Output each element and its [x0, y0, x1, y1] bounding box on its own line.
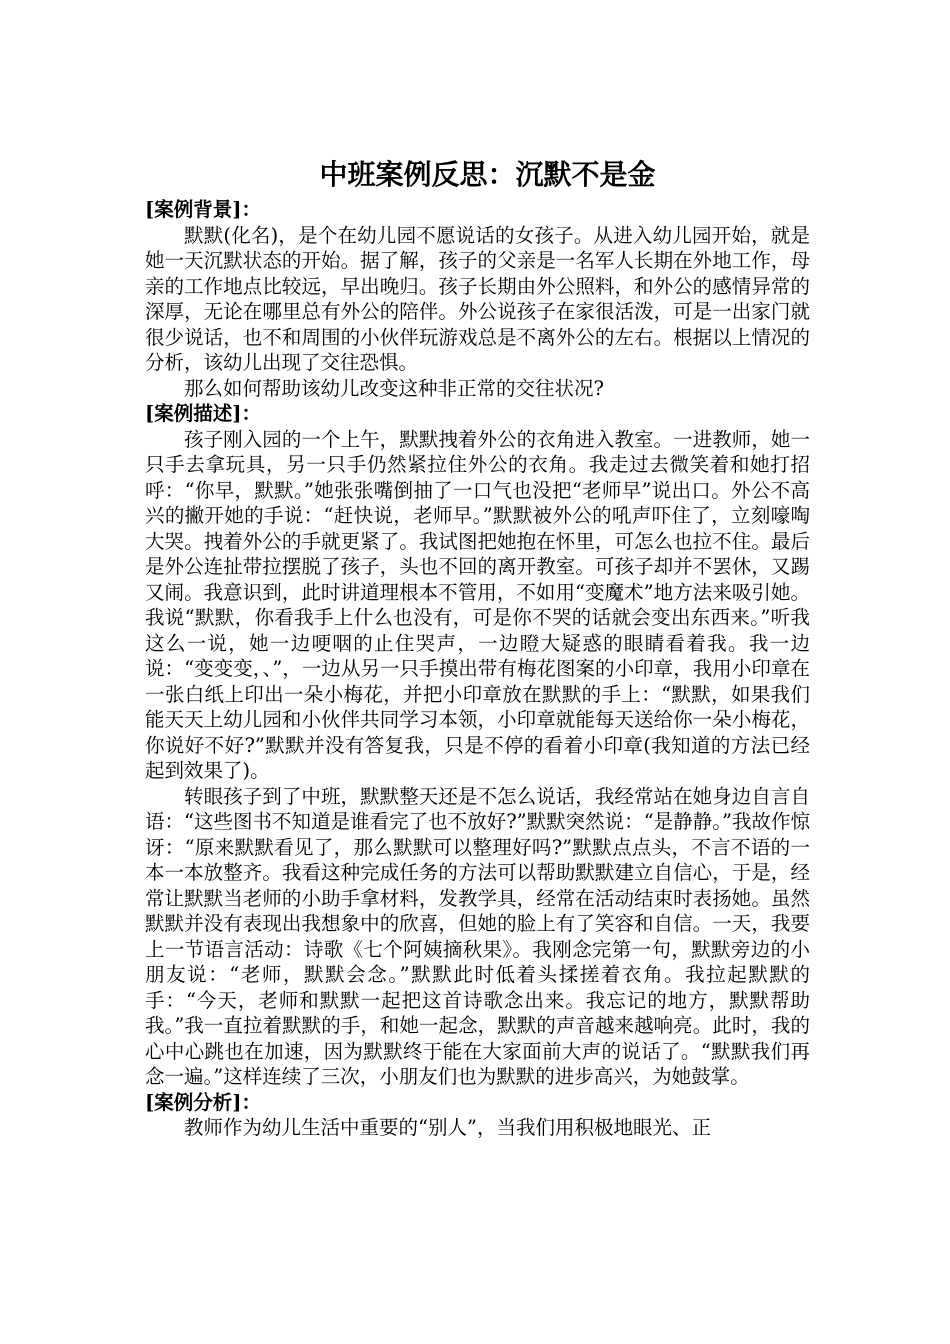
paragraph-description-2: 转眼孩子到了中班，默默整天还是不怎么说话，我经常站在她身边自言自语：“这些图书不知道是谁看完了也不放好?”默默突然说：“是静静。”我故作惊讶：“原来默默看见了，那么默默可以整理好吗?”默默点点头，不言不语的一本一本放整齐。我看这种完成任务的方法可以帮助默默建立自信心，于是，经常让默默当老师的小助手拿材料，发教学具，经常在活动结束时表扬她。虽然默默并没有表现出我想象中的欣喜，但她的脸上有了笑容和自信。一天，我要上一节语言活动：诗歌《七个阿姨摘秋果》。我刚念完第一句，默默旁边的小朋友说：“老师，默默会念。”默默此时低着头揉搓着衣角。我拉起默默的手：“今天，老师和默默一起把这首诗歌念出来。我忘记的地方，默默帮助我。”我一直拉着默默的手，和她一起念，默默的声音越来越响亮。此时，我的心中心跳也在加速，因为默默终于能在大家面前大声的说话了。“默默我们再念一遍。”这样连续了三次，小朋友们也为默默的进步高兴，为她鼓掌。 [145, 784, 810, 1088]
paragraph-background-2: 那么如何帮助该幼儿改变这种非正常的交往状况? [184, 376, 604, 400]
section-heading-analysis: [案例分析]： [145, 1090, 261, 1114]
paragraph-analysis-1: 教师作为幼儿生活中重要的“别人”，当我们用积极地眼光、正 [184, 1116, 711, 1139]
document-page [145, 155, 810, 1141]
paragraph-background-1: 默默(化名)，是个在幼儿园不愿说话的女孩子。从进入幼儿园开始，就是她一天沉默状态的开始。据了解，孩子的父亲是一名军人长期在外地工作，母亲的工作地点比较远，早出晚归。孩子长期由外公照料，和外公的感情异常的深厚，无论在哪里总有外公的陪伴。外公说孩子在家很活泼，可是一出家门就很少说话，也不和周围的小伙伴玩游戏总是不离外公的左右。根据以上情况的分析，该幼儿出现了交往恐惧。 [145, 223, 810, 374]
section-heading-description: [案例描述]： [145, 402, 261, 425]
section-heading-background: [案例背景]： [145, 198, 261, 221]
document-title: 中班案例反思：沉默不是金 [319, 158, 656, 191]
paragraph-description-1: 孩子刚入园的一个上午，默默拽着外公的衣角进入教室。一进教师，她一只手去拿玩具，另一只手仍然紧拉住外公的衣角。我走过去微笑着和她打招呼：“你早，默默。”她张张嘴倒抽了一口气也没把“老师早”说出口。外公不高兴的撇开她的手说：“赶快说，老师早。”默默被外公的吼声吓住了，立刻嚎啕大哭。拽着外公的手就更紧了。我试图把她抱在怀里，可怎么也拉不住。最后是外公连扯带拉摆脱了孩子，头也不回的离开教室。可孩子却并不罢休，又踢又闹。我意识到，此时讲道理根本不管用，不如用“变魔术”地方法来吸引她。我说“默默，你看我手上什么也没有，可是你不哭的话就会变出东西来。”听我这么一说，她一边哽咽的止住哭声，一边瞪大疑惑的眼睛看着我。我一边说：“变变变，、”，一边从另一只手摸出带有梅花图案的小印章，我用小印章在一张白纸上印出一朵小梅花，并把小印章放在默默的手上：“默默，如果我们能天天上幼儿园和小伙伴共同学习本领，小印章就能每天送给你一朵小梅花，你说好不好?”默默并没有答复我，只是不停的看着小印章(我知道的方法已经起到效果了)。 [145, 427, 810, 782]
